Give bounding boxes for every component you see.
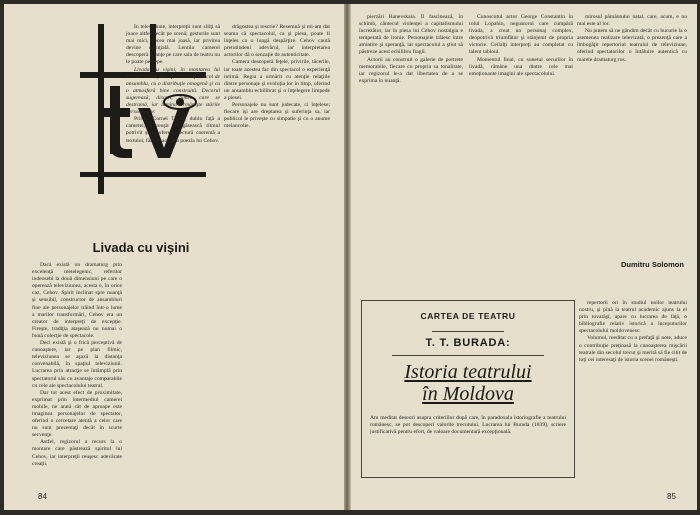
paragraph: Personajele nu sunt judecate, ci înţelese; fiecare îşi are dreptatea şi suferinţa sa, iar publicul le priveşte cu simpatie şi cu o anume melancolie. xyxy=(224,102,330,130)
right-column-2 xyxy=(469,14,573,292)
right-column-4 xyxy=(579,300,687,476)
right-column-1 xyxy=(359,14,463,292)
paragraph: Primul Cornel Todea, dublu faţă a camerei, a reuşit să găsească ritmul potrivit şi să ofere o lectură coerentă a textului, fără a sacrifica poezia lui Cehov. xyxy=(126,116,220,144)
left-column-1 xyxy=(32,262,122,484)
book-review-box xyxy=(361,300,575,478)
section-kicker: CARTEA DE TEATRU xyxy=(420,311,516,321)
paragraph: mirosul pământului natal, care, acum, e nu mai este al lor. xyxy=(577,14,687,28)
paragraph: Camera descoperă feţele, privirile, tăcerile, iar toate acestea fac din spectacol o experienţă intimă. Regia a urmărit cu atenţie relaţiile dintre personaje şi evoluţia lor în timp, oferind un ansamblu echilibrat şi o înţelegere limpede a piesei. xyxy=(224,59,330,101)
paragraph: Momentul final, cu sunetul securilor în livadă, rămâne una dintre cele mai emoţionante imagini ale spectacolului. xyxy=(469,56,573,77)
paragraph: repertorii ori în studiul noilor teatrului nostru, şi pînă la teatrul academic ajuns la el prin tovarăşi, apare cu lucrarea de faţă, o bibliografie relativ istorică a începuturilor spectacolului moldovenesc. xyxy=(579,300,687,335)
divider xyxy=(432,331,504,332)
paragraph: Actorii au construit o galerie de portrete memorabile, fiecare cu propria sa tonalitate, iar regizorul le-a dat libertatea de a se exprima în nuanţă. xyxy=(359,56,463,84)
right-column-3 xyxy=(577,14,687,242)
paragraph: Dar tot acest efect de proximitate, exprimat prin intermediul camerei mobile, ne arată cât de aproape este imaginea personajelor de spectator, oferind o cercetare atentă a celor care nu sunt prezentaţi decât în scurte secvenţe. xyxy=(32,389,122,439)
paragraph: Livada cu vişini, în montarea lui Cornel Todea, ne-a părut un spectacol de ansamblu, cu o distribuţie omogenă şi cu o atmosferă bine construită. Decorul sugerează, discret, lumea care se destramă, iar lumina urmăreşte stările personajelor. xyxy=(126,66,220,116)
page-number-left: 84 xyxy=(38,492,47,501)
article-title: Livada cu vişini xyxy=(92,240,190,255)
left-page xyxy=(4,4,345,510)
left-column-2 xyxy=(126,24,220,484)
divider xyxy=(392,355,544,356)
paragraph: pierzări Ranevskaia. Îl fascinează, în schimb, cântecul violenţei a capitalismului încrezător, iar în piesa lui Cehov nostalgia e temperată de ironie. Personajele trăiesc între amintire şi speranţă, iar spectacolul a ştiut să păstreze acest echilibru fragil. xyxy=(359,14,463,56)
author-signature: Dumitru Solomon xyxy=(621,260,684,269)
paragraph: Volumul, reeditat cu o prefaţă şi note, aduce o contribuţie preţioasă la cunoaşterea mişcării teatrale din secolul trecut şi merită să fie citit de toţi cei interesaţi de istoria scenei româneşti. xyxy=(579,335,687,363)
book-title-line-1: Istoria teatrului xyxy=(404,361,532,383)
book-title-line-2: în Moldova xyxy=(422,383,514,405)
paragraph: Nu putem să ne gândim decât cu bucurie la o asemenea realizare televizată, o prezenţă care a îmbogăţit repertoriul teatrului de televiziune, oferind spectatorilor o întâlnire autentică cu marele dramaturg rus. xyxy=(577,28,687,63)
paragraph: Astfel, regizorul a recurs la o montare care păstrează spiritul lui Cehov, iar interpreţii reuşesc adevărate creaţii. xyxy=(32,439,122,467)
paragraph: drăgostea şi rescrie? Resemnă şi mi-am dat seama că spectacolul, ca şi piesa, poate fi înţeles ca o lungă despărţire. Cehov caută pretutindeni adevărul, iar interpretarea actorilor dă o senzaţie de autenticitate. xyxy=(224,24,330,59)
left-column-3 xyxy=(224,24,330,470)
book-title xyxy=(362,361,574,405)
paragraph: În televiziune, interpreţii sunt siliţi să joace altfel decât pe scenă; gesturile sunt mai mici, vocea mai joasă, iar privirea devine esenţială. Lentila camerei descoperă nuanţe pe care sala de teatru nu le poate percepe. xyxy=(126,24,220,66)
paragraph: Dacă există un dramaturg prin excelenţă metelegenic, referitor indeosebi la două dimensiuni pe care o operează televiziunea, acesta e, în orice caz, Cehov. Spirit înclinat spre nuanţă şi sensibil, constructor de ansambluri fine ale personajelor trăind într-o lume a marilor transformări, Cehov era un creator de interpreţi de excepţie. Fireşte, tradiţia ataşează nu numai o bună colecţie de spectacole. xyxy=(32,262,122,339)
paragraph: Deci există şi o frică perceptivă de cunoaştere, iar pe plan filmic, televiziunea se aşază la distanţa convenabilă, în spaţiul televiziunii. Lucrarea prin atracţie se întâmplă prin spectatorul său cu avantaje comparabile cu cele ale spectacolului teatral. xyxy=(32,340,122,389)
review-intro: Am meditat deseori asupra criteriilor după care, în paradoxala istoriografie a teatrului românesc, se pot descoperi valorile trecutului. Lucrarea lui Burada (1839), scriere justificativă pentru efort, de valoare documentară excepţională. xyxy=(370,415,566,436)
paragraph: Cunoscutul actor George Constantin în rolul Lopahin, negustorul care cumpără livada, a creat un personaj complex, deopotrivă triumfător şi stânjenit de propria victorie. Ceilalţi interpreţi au completat cu talent tabloul. xyxy=(469,14,573,56)
right-page xyxy=(350,4,697,510)
book-author: T. T. BURADA: xyxy=(425,337,511,349)
page-number-right: 85 xyxy=(667,492,676,501)
